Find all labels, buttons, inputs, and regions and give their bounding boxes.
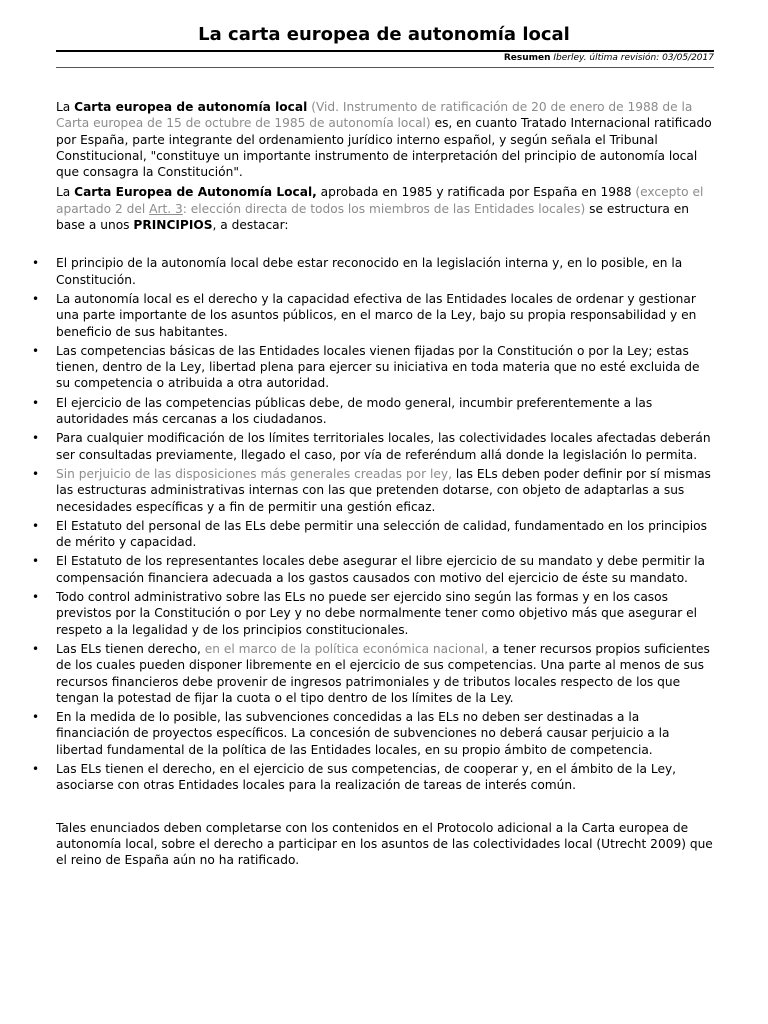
list-item-text: Las competencias básicas de las Entidades locales vienen fijadas por la Constitución o por la Ley; estas tienen, dentro de la Ley, libertad plena para ejercer su iniciativa en toda materia que no esté excluida de su competencia o atribuida a otra autoridad.: [56, 343, 700, 391]
list-item: [32, 589, 714, 638]
intro2-text-a: La: [56, 185, 75, 200]
list-item-text: El principio de la autonomía local debe estar reconocido en la legislación interna y, en lo posible, en la Constitución.: [56, 256, 683, 287]
intro2-note-a: (excepto el apartado 2 del: [56, 185, 704, 216]
intro2-text-e: se estructura en base a unos: [56, 201, 689, 233]
list-item: [32, 395, 714, 428]
list-item: [32, 430, 714, 463]
intro2-text-c: aprobada en 1985 y ratificada por España en 1988: [316, 185, 636, 200]
bullet-icon: •: [32, 395, 40, 410]
intro1-text-a: La: [56, 100, 75, 114]
principios-bold: PRINCIPIOS: [133, 218, 213, 233]
bullet-icon: •: [32, 518, 40, 533]
bullet-icon: •: [32, 431, 40, 446]
list-item: [32, 291, 714, 340]
title-rule: [56, 50, 714, 52]
bullet-icon: •: [32, 291, 40, 306]
intro-paragraph-2: [56, 184, 714, 233]
list-item-text: La autonomía local es el derecho y la capacidad efectiva de las Entidades locales de ordenar y gestionar una parte importante de los asuntos públicos, en el marco de la Ley, bajo su propia responsabilidad y en beneficio de sus habitantes.: [56, 291, 697, 339]
list-item: [32, 553, 714, 586]
intro2-bold-title: Carta Europea de Autonomía Local,: [74, 185, 317, 200]
revision-info: [504, 53, 714, 63]
summary-label: Resumen: [503, 53, 551, 63]
list-item-text: El ejercicio de las competencias públicas debe, de modo general, incumbir preferentemente a las autoridades más cercanas a los ciudadanos.: [56, 395, 653, 427]
list-item: [32, 761, 714, 794]
list-item-grey-prefix: Sin perjuicio de las disposiciones más generales creadas por ley,: [56, 466, 452, 481]
intro2-note-b: : elección directa de todos los miembros de las Entidades locales): [182, 201, 586, 216]
list-item: [32, 641, 714, 706]
list-item: [32, 343, 714, 392]
list-item: [32, 518, 714, 551]
bullet-icon: •: [32, 466, 40, 481]
header-rule: [56, 67, 714, 68]
intro1-text-e: es, en cuanto Tratado Internacional ratificado por España, parte integrante del ordenamiento jurídico interno español, y según señala el Tribunal Constitucional, "constituye un importante instrumento de interpretación del principio de autonomía local que consagra la Constitución".: [56, 116, 712, 180]
document-body: [32, 99, 714, 868]
intro1-bold-title: Carta europea de autonomía local: [74, 100, 308, 114]
list-item-text: El Estatuto del personal de las ELs debe permitir una selección de calidad, fundamentado en los principios de mérito y capacidad.: [56, 518, 707, 550]
bullet-icon: •: [32, 343, 40, 358]
list-item-text: En la medida de lo posible, las subvenciones concedidas a las ELs no deben ser destinadas a la financiación de proyectos específicos. La concesión de subvenciones no deberá causar perjuicio a la libertad fundamental de la política de las Entidades locales, en su propio ámbito de competencia.: [56, 710, 670, 757]
list-item-text: Las ELs tienen el derecho, en el ejercicio de sus competencias, de cooperar y, en el ámbito de la Ley, asociarse con otras Entidades locales para la realización de tareas de interés común.: [56, 761, 677, 793]
bullet-icon: •: [32, 761, 40, 776]
bullet-icon: •: [32, 710, 40, 725]
list-item: [32, 466, 714, 515]
list-item-text: Para cualquier modificación de los límites territoriales locales, las colectividades locales afectadas deberán ser consultadas previamente, llegado el caso, por vía de referéndum allá donde la legislación lo permita.: [56, 431, 711, 462]
intro-paragraph-1: [56, 99, 714, 180]
bullet-icon: •: [32, 590, 40, 605]
list-item-text: Las ELs tienen derecho,: [56, 641, 205, 656]
bullet-icon: •: [32, 641, 40, 656]
list-item-text: a tener recursos propios suficientes de los cuales pueden disponer libremente en el ejercicio de sus competencias. Una parte al menos de sus recursos financieros debe provenir de ingresos patrimoniales y de tributos locales respecto de los que tengan la potestad de fijar la cuota o el tipo dentro de los límites de la Ley.: [56, 641, 710, 705]
revision-text: Iberley. última revisión: 03/05/2017: [553, 53, 714, 63]
intro2-text-g: , a destacar:: [212, 218, 289, 233]
ratification-reference-link[interactable]: (Vid. Instrumento de ratificación de 20 de enero de 1988 de la Carta europea de 15 de octubre de 1985 de autonomía local): [56, 100, 693, 131]
list-item: [32, 255, 714, 288]
closing-paragraph: Tales enunciados deben completarse con los contenidos en el Protocolo adicional a la Carta europea de autonomía local, sobre el derecho a participar en los asuntos de las colectividades local (Utrecht 2009) que el reino de España aún no ha ratificado.: [56, 820, 713, 868]
list-item-text: El Estatuto de los representantes locales debe asegurar el libre ejercicio de su mandato y debe permitir la compensación financiera adecuada a los gastos causados con motivo del ejercicio de éste su mandato.: [56, 554, 705, 585]
page-title: La carta europea de autonomía local: [198, 24, 570, 45]
bullet-icon: •: [32, 256, 40, 271]
bullet-icon: •: [32, 554, 40, 569]
list-item-grey-phrase: en el marco de la política económica nacional,: [204, 641, 489, 656]
art3-link[interactable]: Art. 3: [149, 201, 183, 216]
list-item: [32, 709, 714, 758]
principles-list: [32, 255, 714, 793]
list-item-text: las ELs deben poder definir por sí mismas las estructuras administrativas internas con las que pretenden dotarse, con objeto de adaptarlas a sus necesidades específicas y a fin de permitir una gestión eficaz.: [56, 466, 711, 514]
list-item-text: Todo control administrativo sobre las ELs no puede ser ejercido sino según las formas y en los casos previstos por la Constitución o por Ley y no debe normalmente tener como objetivo más que asegurar el respeto a la legalidad y de los principios constitucionales.: [56, 590, 697, 637]
